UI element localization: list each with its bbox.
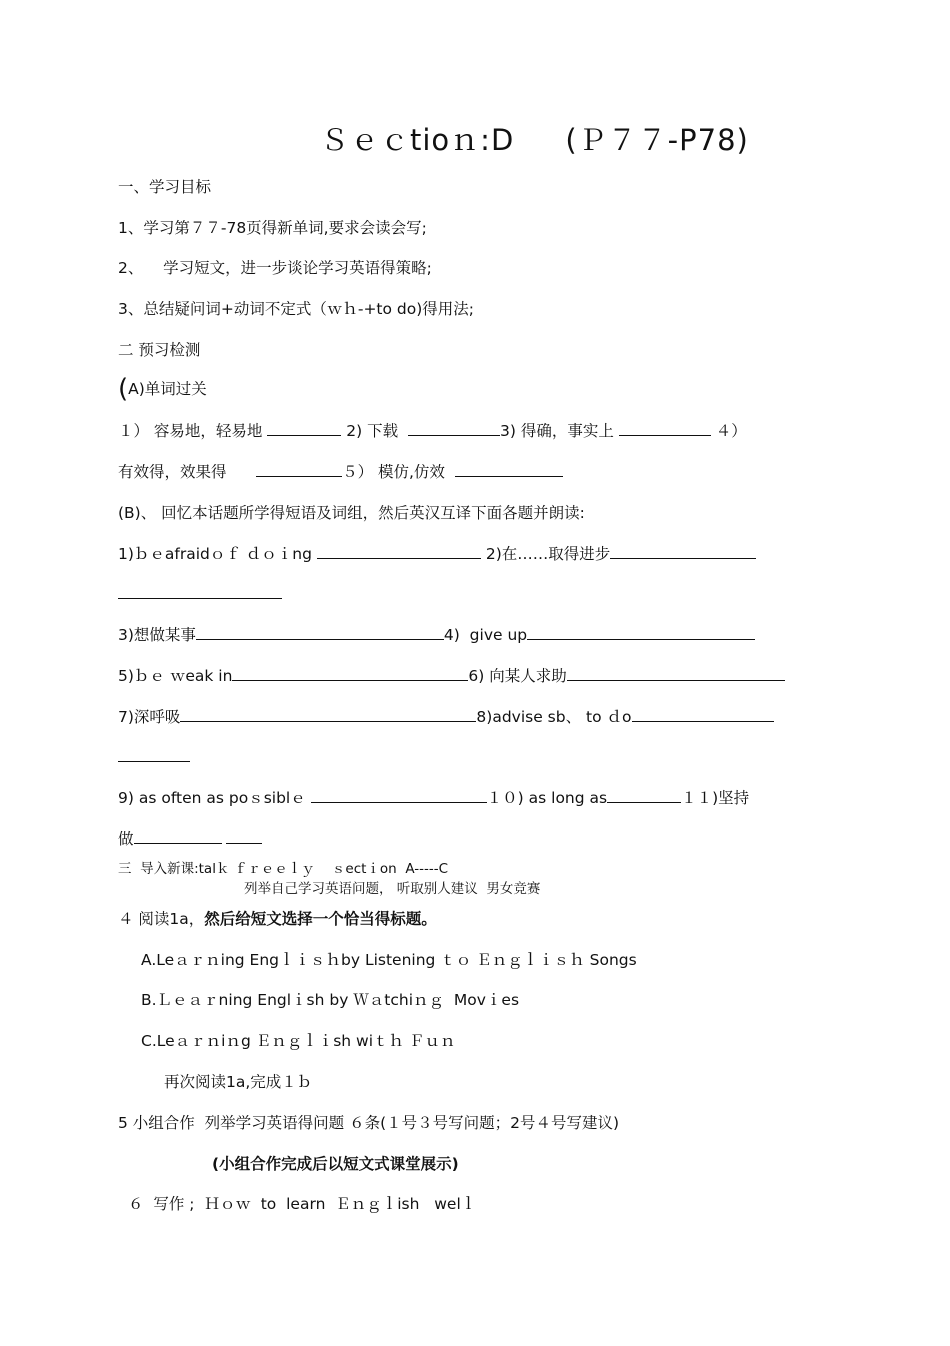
vocab-heading: [118, 374, 207, 404]
phrase-10-blank[interactable]: [607, 788, 681, 803]
vocab-5-blank[interactable]: [455, 462, 563, 477]
option-c: C.Leａｒｎiｎg Ｅｎｇｌｉsh wiｔｈ Ｆｕｎ: [141, 1032, 456, 1050]
phrase-line-3: [118, 666, 785, 686]
phrase-7-blank[interactable]: [180, 707, 476, 722]
phrase-4-label: 4) give up: [443, 626, 528, 644]
phrase-8-label: 8)advise sb、 to ｄo: [476, 708, 632, 726]
vocab-heading-paren: (: [118, 374, 129, 404]
phrase-5-label: 5)ｂｅ ｗeak in: [118, 667, 233, 685]
phrase-line-1-cont: [118, 584, 282, 604]
phrase-line-2: [118, 625, 755, 645]
phrase-3-blank[interactable]: [196, 625, 444, 640]
phrase-8-blank-cont[interactable]: [118, 747, 190, 762]
vocab-3-label: 3) 得确，事实上: [500, 422, 619, 440]
section-5-note: (小组合作完成后以短文式课堂展示): [212, 1155, 459, 1173]
phrase-1-label: 1)ｂｅafraidｏｆ ｄｏｉng: [118, 545, 317, 563]
phrase-line-5: [118, 788, 749, 808]
reread-instruction: 再次阅读1a,完成１ｂ: [164, 1073, 313, 1091]
phrase-11-blank[interactable]: [134, 829, 222, 844]
vocab-5-label: ５） 模仿,仿效: [342, 463, 450, 481]
vocab-1-blank[interactable]: [267, 421, 341, 436]
goal-2: 2、 学习短文，进一步谈论学习英语得策略;: [118, 259, 432, 277]
phrase-5-blank[interactable]: [232, 666, 468, 681]
section-6-heading: ６ 写作 ; Ｈｏｗ to learn Ｅｎｇｌish welｌ: [128, 1195, 477, 1213]
phrase-line-6: [118, 829, 262, 849]
phrase-2-blank-cont[interactable]: [118, 584, 282, 599]
section-3-line-2: 列举自己学习英语问题， 听取别人建议 男女竞赛: [244, 881, 541, 897]
phrase-2-blank[interactable]: [610, 544, 756, 559]
phrase-1-blank[interactable]: [317, 544, 481, 559]
phrase-7-label: 7)深呼吸: [118, 708, 181, 726]
phrase-3-label: 3)想做某事: [118, 626, 196, 644]
section-4-heading: [118, 909, 437, 929]
section-2-heading: 二 预习检测: [118, 341, 201, 359]
goal-3: 3、总结疑问词+动词不定式（ｗｈ-+to do)得用法;: [118, 300, 475, 318]
phrase-9-blank[interactable]: [311, 788, 487, 803]
phrase-11-tail: 做: [118, 830, 134, 848]
phrase-11-label: １１)坚持: [681, 789, 750, 807]
option-b: B.Ｌｅａｒning Englｉsh by Ｗａtchiｎｇ Movｉes: [141, 991, 520, 1009]
section-4-instruction: 然后给短文选择一个恰当得标题。: [204, 910, 437, 928]
phrase-8-blank[interactable]: [632, 707, 774, 722]
section-4-prefix: ４ 阅读1a，: [118, 910, 205, 928]
phrase-line-4: [118, 707, 774, 727]
phrase-line-1: [118, 544, 756, 564]
page-title: Ｓｅｃtioｎ:D (Ｐ７７-P78): [320, 123, 749, 157]
phrase-6-label: 6) 向某人求助: [468, 667, 567, 685]
phrase-line-4-cont: [118, 747, 190, 767]
vocab-4-label: 有效得，效果得: [118, 463, 227, 481]
phrase-2-label: 2)在……取得进步: [480, 545, 611, 563]
phrase-9-label: 9) as often as poｓsiblｅ: [118, 789, 306, 807]
section-1-heading: 一、学习目标: [118, 178, 212, 196]
vocab-3-blank[interactable]: [619, 421, 711, 436]
goal-1: 1、学习第７７-78页得新单词,要求会读会写;: [118, 219, 427, 237]
phrase-11-blank-2[interactable]: [226, 829, 262, 844]
vocab-line-2: [118, 462, 563, 482]
phrase-4-blank[interactable]: [527, 625, 755, 640]
phrases-heading: (B)、 回忆本话题所学得短语及词组，然后英汉互译下面各题并朗读:: [118, 504, 585, 522]
vocab-2-blank[interactable]: [408, 421, 500, 436]
section-5-heading: 5 小组合作 列举学习英语得问题 ６条(１号３号写问题；2号４号写建议): [118, 1114, 620, 1132]
vocab-line-1: [118, 421, 747, 441]
vocab-1-label: １） 容易地，轻易地: [118, 422, 268, 440]
phrase-10-label: １０) as long as: [486, 789, 608, 807]
phrase-6-blank[interactable]: [567, 666, 785, 681]
vocab-4-blank[interactable]: [256, 462, 342, 477]
vocab-heading-text: A)单词过关: [128, 380, 207, 398]
vocab-2-label: 2) 下载: [341, 422, 404, 440]
section-3-line-1: 三 导入新课:talｋ ｆｒｅｅｌｙ ｓectｉon A-----C: [118, 861, 449, 877]
option-a: A.Leａｒｎing Engｌｉｓｈby Listening ｔｏ Ｅｎｇｌｉｓｈ Songs: [141, 951, 637, 969]
vocab-4-number: ４）: [715, 422, 747, 440]
